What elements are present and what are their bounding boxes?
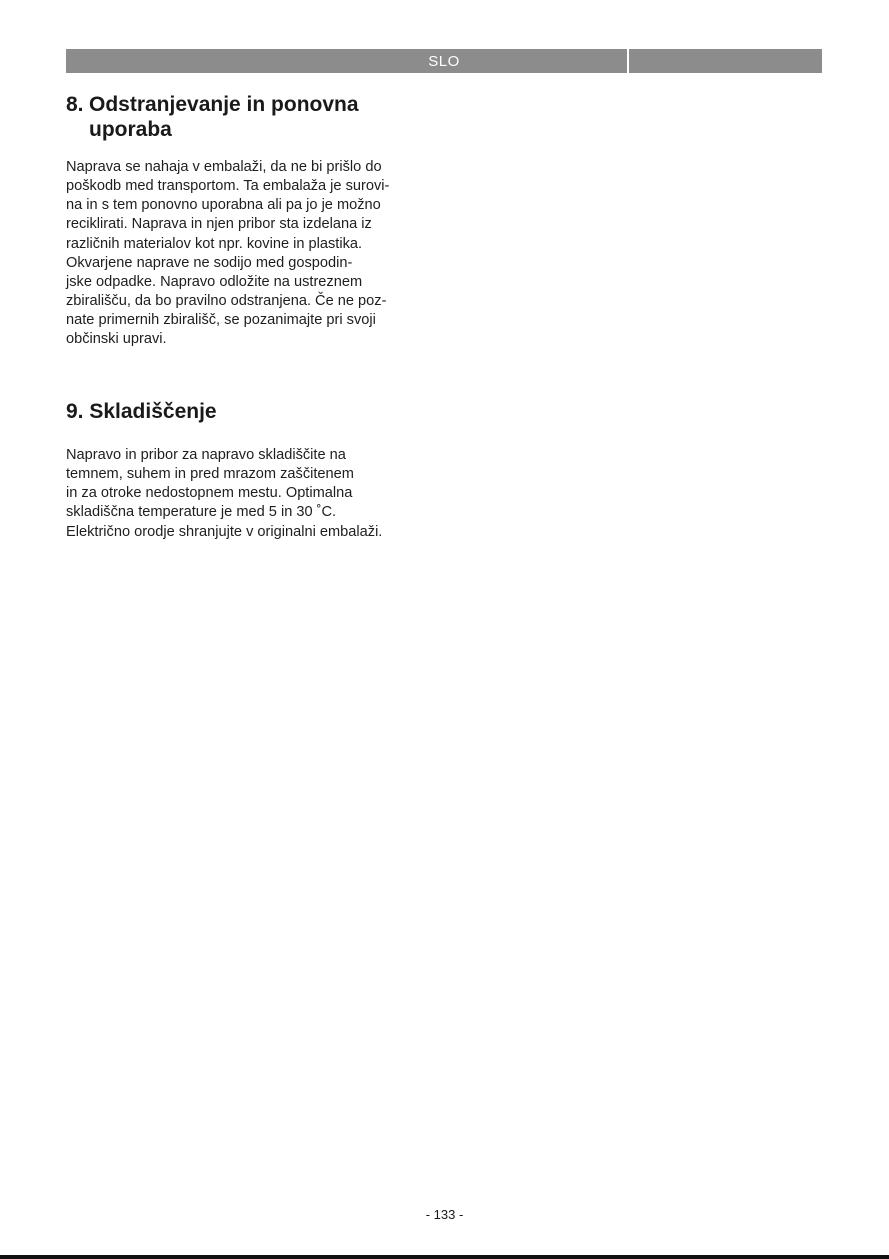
section-8-paragraph bbox=[66, 158, 446, 350]
text-line: reciklirati. Naprava in njen pribor sta izdelana iz bbox=[66, 216, 372, 233]
language-code: SLO bbox=[428, 53, 460, 70]
text-line: Naprava se nahaja v embalaži, da ne bi prišlo do bbox=[66, 159, 382, 175]
header-divider bbox=[627, 49, 629, 73]
section-9-body bbox=[66, 446, 446, 542]
text-line: jske odpadke. Napravo odložite na ustreznem bbox=[66, 273, 363, 290]
text-line: Električno orodje shranjujte v originalni embalaži. bbox=[66, 523, 383, 540]
section-8-title-line2: uporaba bbox=[89, 118, 172, 141]
bottom-border bbox=[0, 1255, 889, 1259]
section-8-title-line1: Odstranjevanje in ponovna bbox=[89, 93, 359, 116]
section-8-body bbox=[66, 158, 446, 350]
section-9-paragraph bbox=[66, 446, 446, 542]
page-number: - 133 - bbox=[425, 1207, 464, 1222]
section-8-heading bbox=[66, 92, 359, 142]
section-9-heading: 9. Skladiščenje bbox=[66, 400, 217, 423]
text-line: skladiščna temperature je med 5 in 30 ˚C. bbox=[66, 504, 337, 521]
text-line: nate primernih zbirališč, se pozanimajte pri svoji bbox=[66, 312, 376, 329]
text-line: občinski upravi. bbox=[66, 331, 167, 348]
text-line: temnem, suhem in pred mrazom zaščitenem bbox=[66, 466, 354, 483]
text-line: in za otroke nedostopnem mestu. Optimalna bbox=[66, 485, 353, 502]
text-line: različnih materialov kot npr. kovine in plastika. bbox=[66, 235, 363, 252]
text-line: na in s tem ponovno uporabna ali pa jo je možno bbox=[66, 197, 381, 214]
language-header-bar bbox=[66, 49, 822, 73]
section-8-number: 8. bbox=[66, 93, 84, 116]
text-line: Okvarjene naprave ne sodijo med gospodin- bbox=[66, 254, 353, 271]
text-line: poškodb med transportom. Ta embalaža je surovi- bbox=[66, 178, 390, 195]
text-line: zbirališču, da bo pravilno odstranjena. Če ne poz- bbox=[66, 293, 387, 310]
text-line: Napravo in pribor za napravo skladiščite na bbox=[66, 447, 346, 463]
